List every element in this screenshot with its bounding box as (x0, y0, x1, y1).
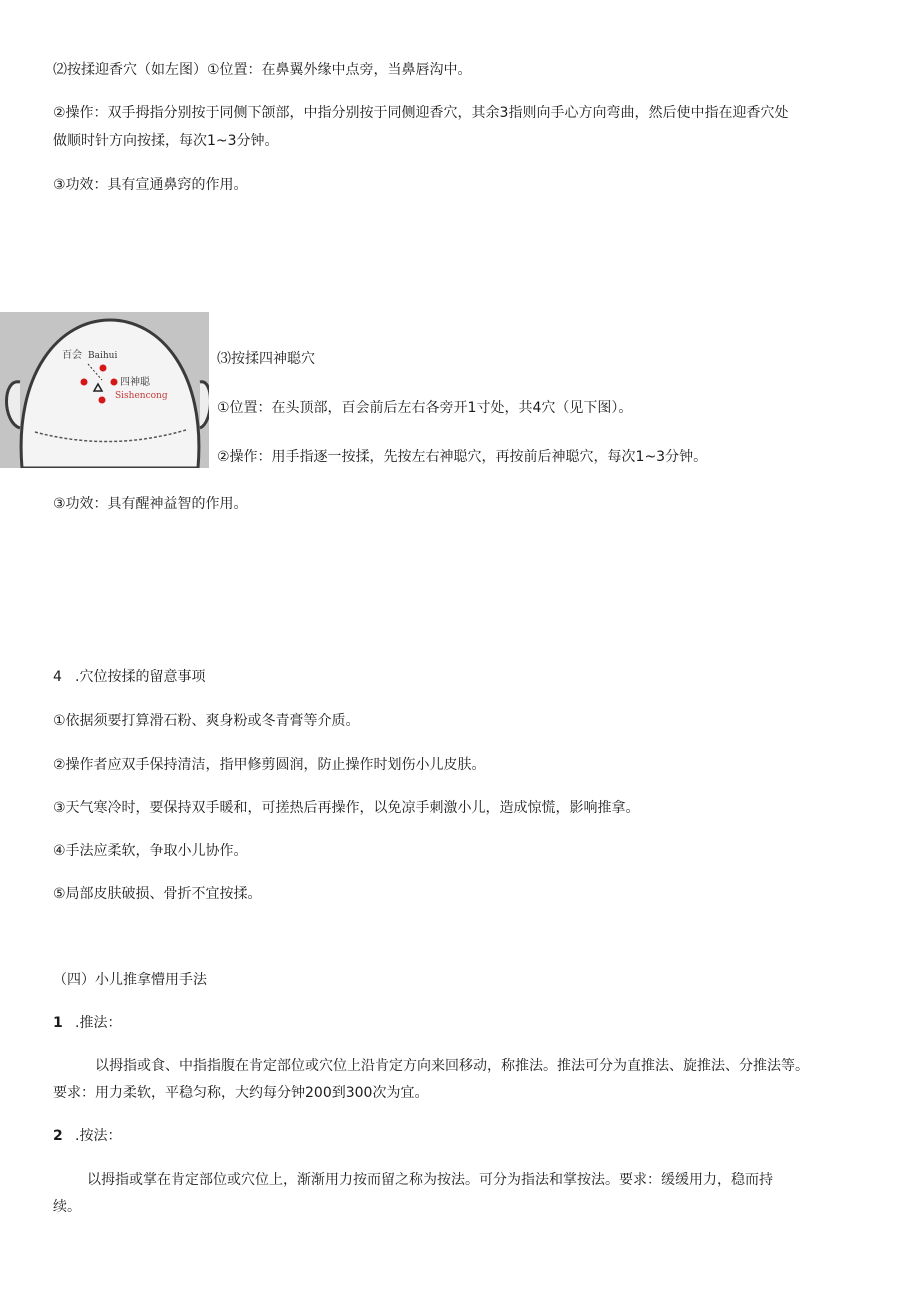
sec4-item-4: ④手法应柔软，争取小儿协作。 (53, 843, 248, 859)
label-sishencong-en: Sishencong (115, 391, 168, 401)
sec2-line-effect: ③功效：具有宣通鼻窍的作用。 (53, 177, 248, 193)
method1-title: .推法： (75, 1015, 122, 1031)
sec4-item-1: ①依据须要打算滑石粉、爽身粉或冬青膏等介质。 (53, 713, 360, 729)
method2-desc-line1: 以拇指或掌在肯定部位或穴位上，渐渐用力按而留之称为按法。可分为指法和掌按法。要求：缓缓用力，稳而持 (87, 1172, 773, 1188)
sec3-effect: ③功效：具有醒神益智的作用。 (53, 496, 248, 512)
method1-number: 1 (53, 1015, 63, 1031)
label-baihui-en: Baihui (88, 351, 118, 361)
sec3-operation: ②操作：用手指逐一按揉，先按左右神聪穴，再按前后神聪穴，每次1~3分钟。 (217, 449, 708, 465)
sishencong-point-back (99, 397, 106, 404)
sec3-location: ①位置：在头顶部，百会前后左右各旁开1寸处，共4穴（见下图）。 (217, 400, 633, 416)
sishencong-point-right (111, 379, 118, 386)
part4-title: （四）小儿推拿懵用手法 (53, 972, 207, 988)
method1-desc-line1: 以拇指或食、中指指腹在肯定部位或穴位上沿肯定方向来回移动，称推法。推法可分为直推法、旋推法、分推法等。 (95, 1058, 809, 1074)
sec3-title: ⑶按揉四神聪穴 (217, 351, 315, 367)
head-acupoint-figure (0, 312, 209, 468)
method2-desc-line2: 续。 (53, 1199, 81, 1215)
method2-title: .按法： (75, 1128, 122, 1144)
sec2-line-operation: ②操作：双手拇指分别按于同侧下颌部，中指分别按于同侧迎香穴，其余3指则向手心方向弯曲，然后使中指在迎香穴处 (53, 105, 789, 121)
sishencong-point-front (100, 365, 107, 372)
method2-number: 2 (53, 1128, 63, 1144)
sec2-line-location: ⑵按揉迎香穴（如左图）①位置：在鼻翼外缘中点旁，当鼻唇沟中。 (53, 62, 472, 78)
label-baihui-cn: 百会 (62, 350, 82, 361)
sec4-item-3: ③天气寒冷时，要保持双手暖和，可搓热后再操作，以免凉手刺激小儿，造成惊慌，影响推拿。 (53, 800, 640, 816)
method1-desc-line2: 要求：用力柔软，平稳匀称，大约每分钟200到300次为宜。 (53, 1085, 429, 1101)
sec4-item-5: ⑤局部皮肤破损、骨折不宜按揉。 (53, 886, 262, 902)
sec4-title: .穴位按揉的留意事项 (75, 669, 206, 685)
sec4-item-2: ②操作者应双手保持清洁，指甲修剪圆润，防止操作时划伤小儿皮肤。 (53, 757, 486, 773)
sec2-line-operation-cont: 做顺时针方向按揉，每次1~3分钟。 (53, 133, 279, 149)
sishencong-point-left (81, 379, 88, 386)
sec4-number: 4 (53, 669, 62, 685)
label-sishencong-cn: 四神聪 (120, 377, 150, 388)
head-diagram (0, 312, 209, 468)
